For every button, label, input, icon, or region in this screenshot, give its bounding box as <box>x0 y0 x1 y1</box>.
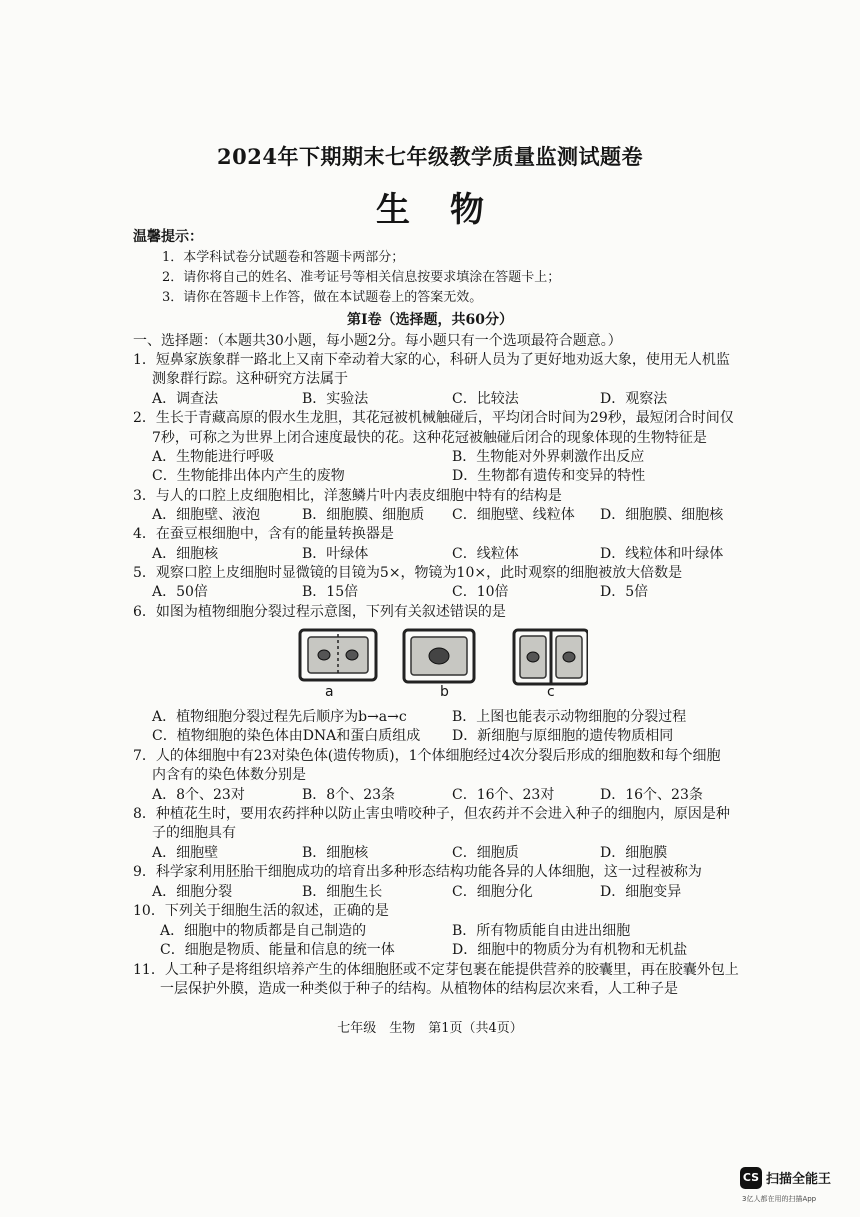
scanner-tagline: 3亿人都在用的扫描App <box>742 1195 817 1203</box>
subject-title: 生物 <box>376 190 524 230</box>
question-stem: 10．下列关于细胞生活的叙述，正确的是 <box>133 903 389 919</box>
question-stem: 4．在蚕豆根细胞中，含有的能量转换器是 <box>133 526 394 542</box>
option: C．细胞分化 <box>452 884 533 900</box>
option: A．生物能进行呼吸 <box>152 449 275 465</box>
tip-item: 1．本学科试卷分试题卷和答题卡两部分； <box>162 250 405 265</box>
question-stem: 1．短鼻家族象群一路北上又南下牵动着大家的心，科研人员为了更好地劝返大象，使用无人机监 <box>133 352 730 368</box>
option: B．所有物质能自由进出细胞 <box>452 923 631 939</box>
option: C．线粒体 <box>452 546 519 562</box>
question-stem: 一层保护外膜，造成一种类似于种子的结构。从植物体的结构层次来看，人工种子是 <box>160 981 678 997</box>
option: A．调查法 <box>152 391 219 407</box>
option: B．细胞生长 <box>302 884 383 900</box>
question-stem: 测象群行踪。这种研究方法属于 <box>152 371 348 387</box>
option: B．实验法 <box>302 391 369 407</box>
option: A．细胞壁、液泡 <box>152 507 261 523</box>
cell-b <box>404 630 474 682</box>
question-stem: 9．科学家利用胚胎干细胞成功的培育出多种形态结构功能各异的人体细胞，这一过程被称为 <box>133 864 702 880</box>
option: B．8个、23条 <box>302 787 396 803</box>
option: B．上图也能表示动物细胞的分裂过程 <box>452 709 687 725</box>
option: A．细胞核 <box>152 546 219 562</box>
scanner-watermark <box>740 1167 840 1207</box>
question-stem: 子的细胞具有 <box>152 825 236 841</box>
option: A．8个、23对 <box>152 787 245 803</box>
option: D．5倍 <box>600 584 649 600</box>
option: C．比较法 <box>452 391 519 407</box>
exam-title: 2024年下期期末七年级教学质量监测试题卷 <box>217 144 643 169</box>
option: B．15倍 <box>302 584 359 600</box>
option: C．细胞是物质、能量和信息的统一体 <box>160 942 395 958</box>
question-stem: 内含有的染色体数分别是 <box>152 767 306 783</box>
option: D．线粒体和叶绿体 <box>600 546 724 562</box>
question-stem: 7．人的体细胞中有23对染色体(遗传物质)，1个体细胞经过4次分裂后形成的细胞数和每个细胞 <box>133 748 721 764</box>
part-heading: 一、选择题：（本题共30小题，每小题2分。每小题只有一个选项最符合题意。） <box>133 333 622 349</box>
option: A．细胞壁 <box>152 845 219 861</box>
question-stem: 7秒，可称之为世界上闭合速度最快的花。这种花冠被触碰后闭合的现象体现的生物特征是 <box>152 430 707 446</box>
option: A．50倍 <box>152 584 208 600</box>
figure-label-c: c <box>547 684 555 700</box>
option: B．生物能对外界刺激作出反应 <box>452 449 645 465</box>
tips-heading: 温馨提示： <box>133 229 203 245</box>
option: D．16个、23条 <box>600 787 703 803</box>
option: A．细胞中的物质都是自己制造的 <box>160 923 367 939</box>
tip-item: 3．请你在答题卡上作答，做在本试题卷上的答案无效。 <box>162 290 483 305</box>
option: D．细胞中的物质分为有机物和无机盐 <box>452 942 688 958</box>
option: D．细胞膜、细胞核 <box>600 507 724 523</box>
option: B．叶绿体 <box>302 546 369 562</box>
question-stem: 6．如图为植物细胞分裂过程示意图，下列有关叙述错误的是 <box>133 604 506 620</box>
option: C．细胞壁、线粒体 <box>452 507 575 523</box>
page-footer: 七年级 生物 第1页（共4页） <box>337 1021 523 1036</box>
question-stem: 3．与人的口腔上皮细胞相比，洋葱鳞片叶内表皮细胞中特有的结构是 <box>133 488 562 504</box>
figure-label-a: a <box>325 684 334 700</box>
option: A．细胞分裂 <box>152 884 233 900</box>
cell-c <box>514 630 588 684</box>
question-stem: 11．人工种子是将组织培养产生的体细胞胚或不定芽包裹在能提供营养的胶囊里，再在胶囊外包上 <box>133 962 739 978</box>
option: D．细胞变异 <box>600 884 682 900</box>
option: B．细胞核 <box>302 845 369 861</box>
cell-a <box>300 630 376 680</box>
scanner-app-name: 扫描全能王 <box>766 1172 832 1187</box>
option: C．10倍 <box>452 584 509 600</box>
option: D．新细胞与原细胞的遗传物质相同 <box>452 728 674 744</box>
option: A．植物细胞分裂过程先后顺序为b→a→c <box>152 709 407 725</box>
question-stem: 5．观察口腔上皮细胞时显微镜的目镜为5×，物镜为10×，此时观察的细胞被放大倍数是 <box>133 565 683 581</box>
option: C．细胞质 <box>452 845 519 861</box>
option: D．生物都有遗传和变异的特性 <box>452 468 646 484</box>
scanner-logo-icon: CS <box>740 1167 762 1189</box>
option: D．细胞膜 <box>600 845 668 861</box>
option: C．16个、23对 <box>452 787 555 803</box>
option: D．观察法 <box>600 391 668 407</box>
option: C．生物能排出体内产生的废物 <box>152 468 345 484</box>
option: B．细胞膜、细胞质 <box>302 507 425 523</box>
question-stem: 2．生长于青藏高原的假水生龙胆，其花冠被机械触碰后，平均闭合时间为29秒，最短闭合时间仅 <box>133 410 734 426</box>
question-stem: 8．种植花生时，要用农药拌种以防止害虫啃咬种子，但农药并不会进入种子的细胞内，原因是种 <box>133 806 730 822</box>
tip-item: 2．请你将自己的姓名、准考证号等相关信息按要求填涂在答题卡上； <box>162 270 561 285</box>
figure-label-b: b <box>440 684 449 700</box>
section-header: 第Ⅰ卷（选择题，共60分） <box>346 312 514 328</box>
option: C．植物细胞的染色体由DNA和蛋白质组成 <box>152 728 421 744</box>
